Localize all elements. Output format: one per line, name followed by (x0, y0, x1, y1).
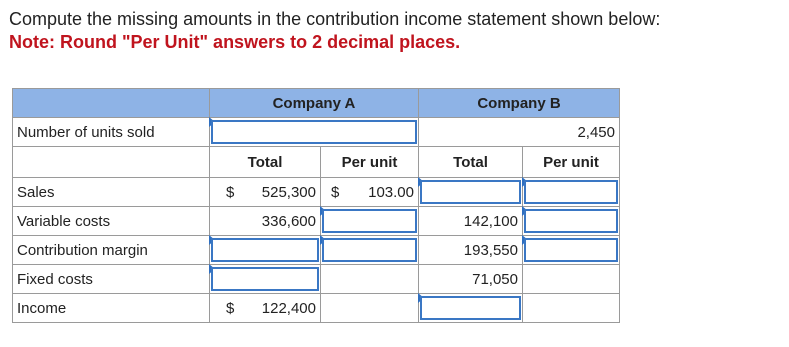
company-a-income-total: $ 122,400 (210, 294, 321, 323)
company-b-contribution-margin-per-unit-input[interactable] (523, 236, 620, 265)
row-label: Sales (13, 178, 210, 207)
company-a-contribution-margin-total-input[interactable] (210, 236, 321, 265)
company-b-income-total-input[interactable] (419, 294, 523, 323)
company-header-row (13, 89, 620, 118)
row-label: Income (13, 294, 210, 323)
contribution-income-table (12, 88, 620, 323)
variable-costs-row (13, 207, 620, 236)
company-a-units-input[interactable] (210, 118, 419, 147)
blank-cell (321, 294, 419, 323)
blank-cell (523, 294, 620, 323)
row-label: Fixed costs (13, 265, 210, 294)
company-a-header: Company A (210, 89, 419, 118)
company-b-total-header: Total (419, 147, 523, 178)
company-a-sales-per-unit: $ 103.00 (321, 178, 419, 207)
company-b-header: Company B (419, 89, 620, 118)
instruction-text: Compute the missing amounts in the contribution income statement shown below: (9, 9, 661, 29)
company-a-fixed-costs-total-input[interactable] (210, 265, 321, 294)
company-a-sales-total: $ 525,300 (210, 178, 321, 207)
company-b-per-unit-header: Per unit (523, 147, 620, 178)
company-b-contribution-margin-total: 193,550 (419, 236, 523, 265)
company-a-contribution-margin-per-unit-input[interactable] (321, 236, 419, 265)
column-header-row (13, 147, 620, 178)
contribution-margin-row (13, 236, 620, 265)
company-a-total-header: Total (210, 147, 321, 178)
fixed-costs-row (13, 265, 620, 294)
company-a-variable-costs-total: 336,600 (210, 207, 321, 236)
company-a-variable-costs-per-unit-input[interactable] (321, 207, 419, 236)
company-b-sales-total-input[interactable] (419, 178, 523, 207)
subheader-blank-cell (13, 147, 210, 178)
income-row (13, 294, 620, 323)
row-label: Contribution margin (13, 236, 210, 265)
company-b-fixed-costs-total: 71,050 (419, 265, 523, 294)
company-b-variable-costs-total: 142,100 (419, 207, 523, 236)
sales-row (13, 178, 620, 207)
blank-cell (523, 265, 620, 294)
row-label: Variable costs (13, 207, 210, 236)
company-a-per-unit-header: Per unit (321, 147, 419, 178)
units-label: Number of units sold (13, 118, 210, 147)
company-b-units-value: 2,450 (419, 118, 620, 147)
blank-cell (321, 265, 419, 294)
rounding-note: Note: Round "Per Unit" answers to 2 decimal places. (9, 32, 461, 52)
units-row (13, 118, 620, 147)
company-b-variable-costs-per-unit-input[interactable] (523, 207, 620, 236)
company-b-sales-per-unit-input[interactable] (523, 178, 620, 207)
header-blank-cell (13, 89, 210, 118)
